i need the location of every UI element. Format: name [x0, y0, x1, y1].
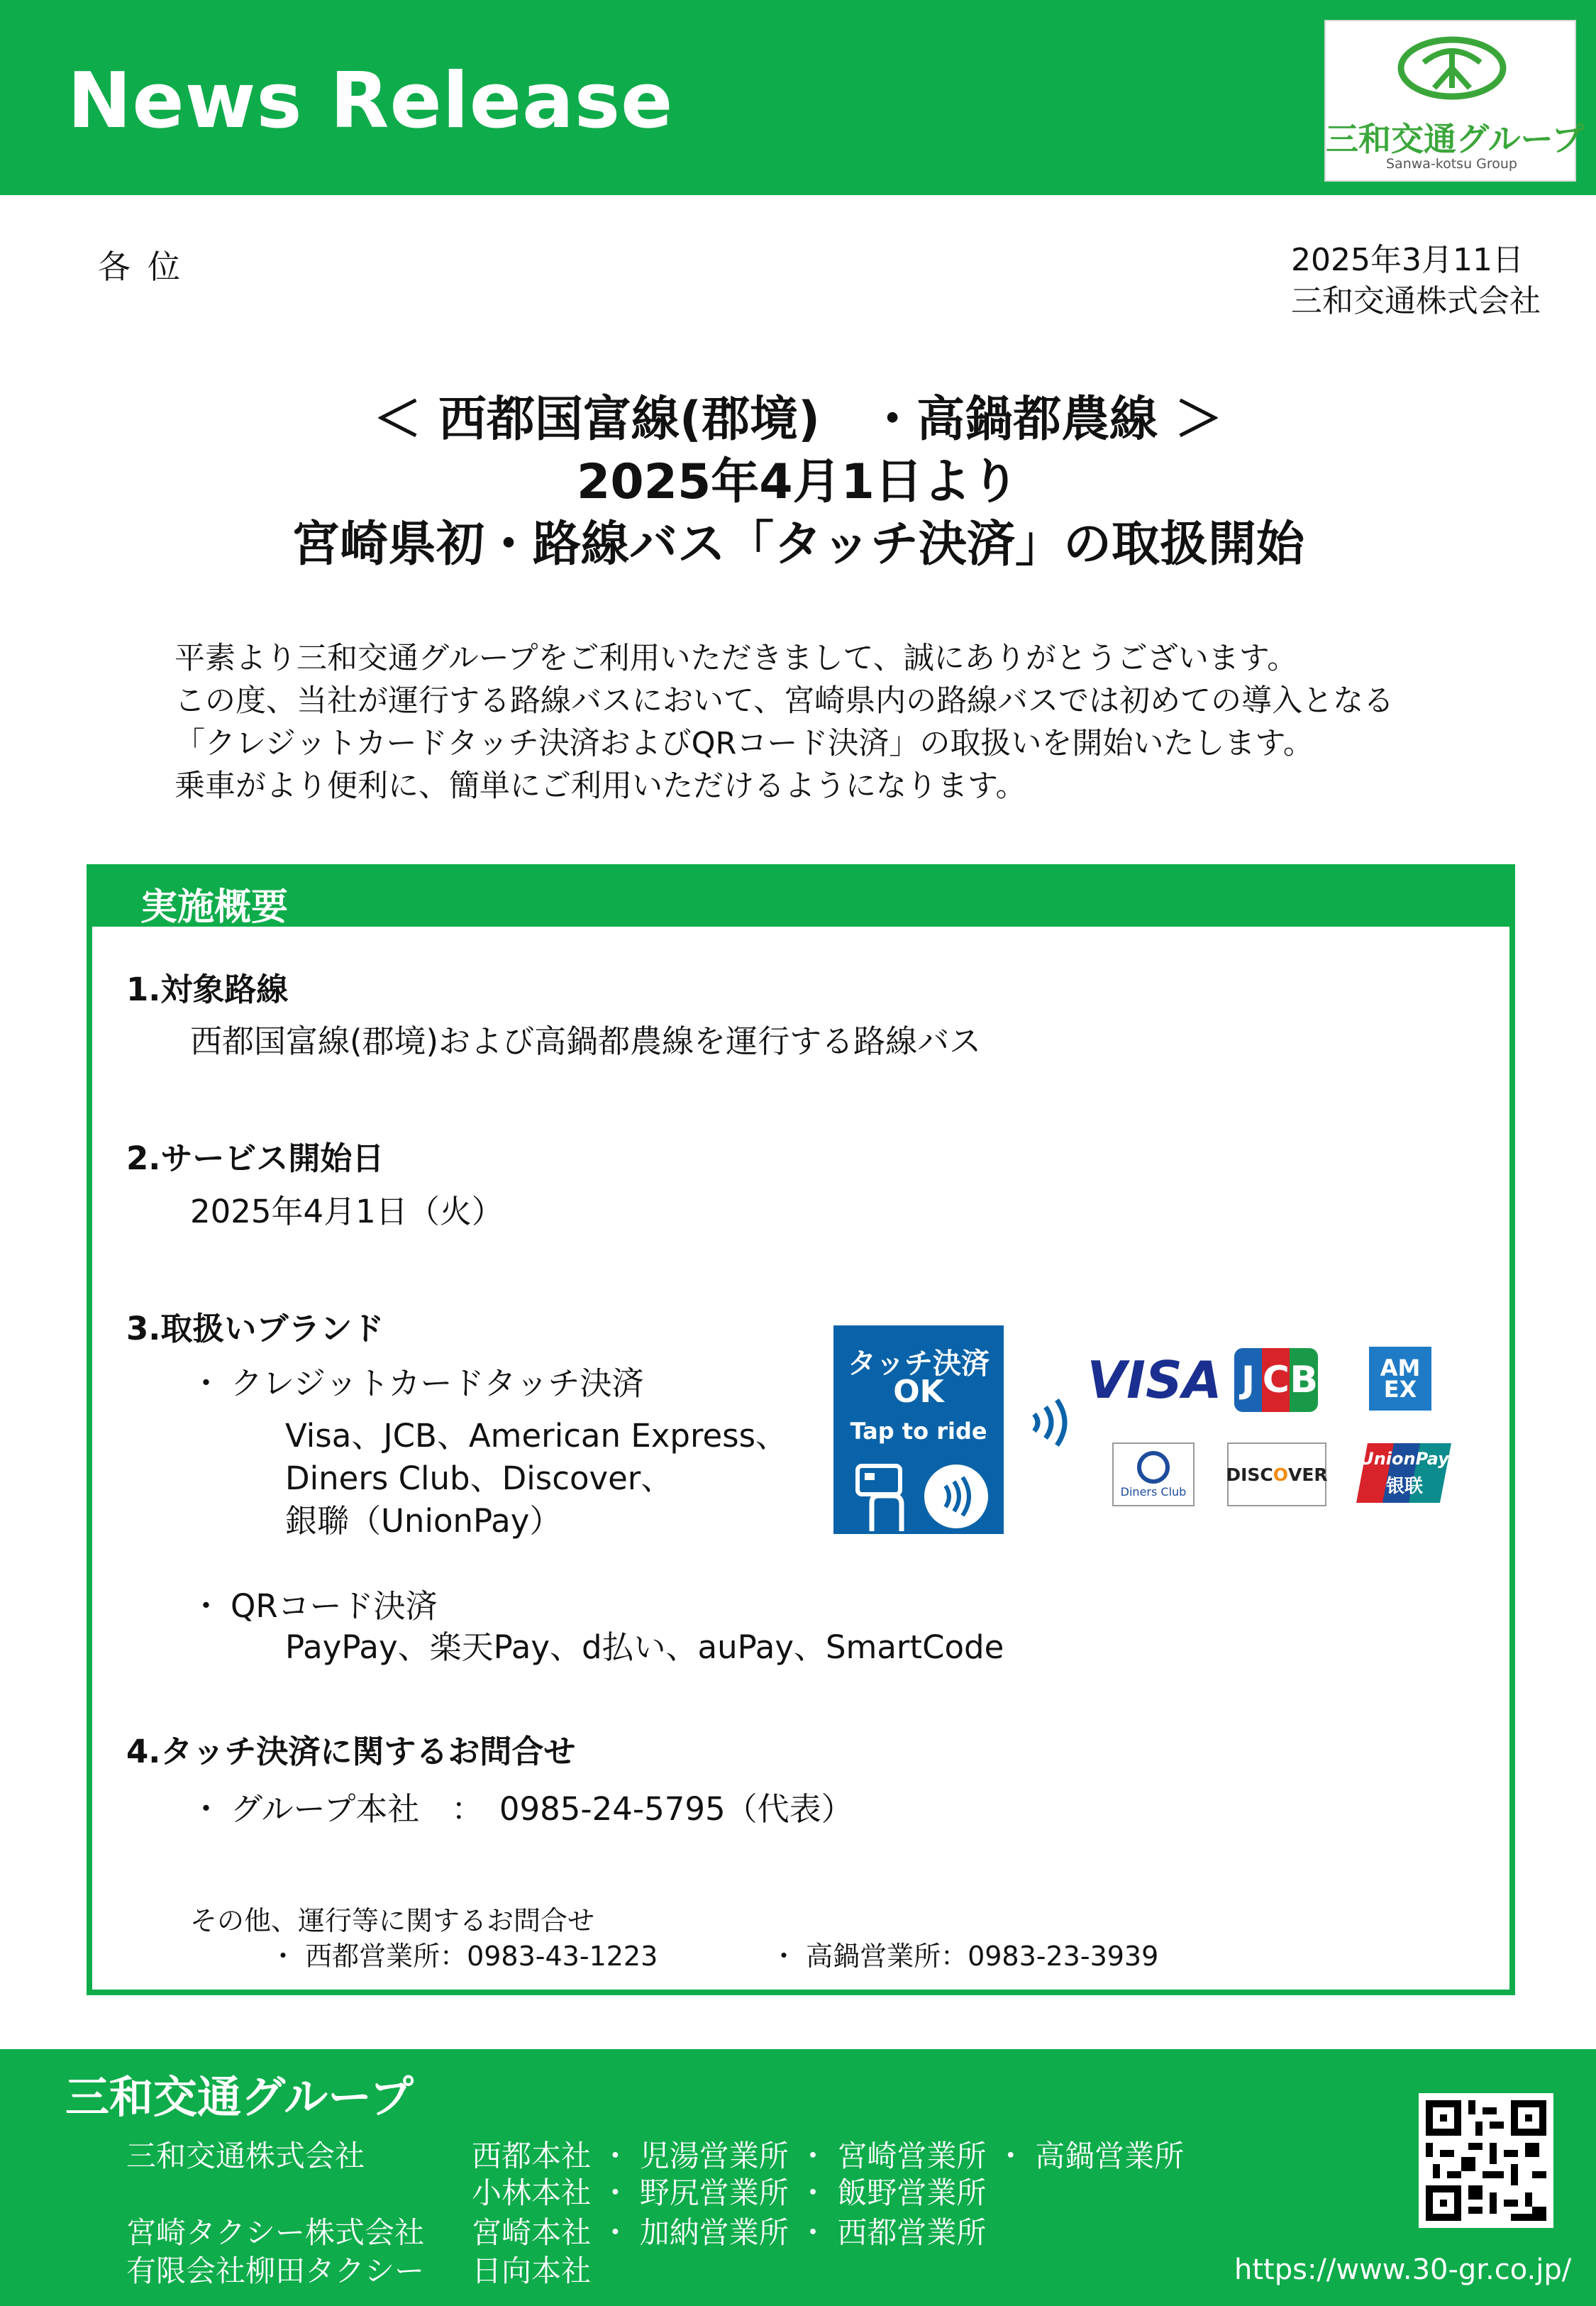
intro-line: 平素より三和交通グループをご利用いただきまして、誠にありがとうございます。: [174, 641, 1298, 676]
intro-line: 「クレジットカードタッチ決済およびQRコード決済」の取扱いを開始いたします。: [174, 726, 1314, 761]
footer-company: 三和交通株式会社: [126, 2139, 365, 2173]
overview-tab: [92, 870, 1509, 927]
logo-text: 三和交通グループ: [1326, 120, 1585, 158]
jcb-letter: J: [1234, 1348, 1262, 1412]
header-banner: [0, 0, 1596, 195]
jcb-letter: B: [1290, 1348, 1318, 1412]
issuing-company: 三和交通株式会社: [1291, 283, 1541, 319]
amex-logo: [1369, 1347, 1431, 1411]
tap-sign-ok: OK: [893, 1374, 944, 1410]
footer-offices: 日向本社: [472, 2253, 592, 2288]
tap-sign-english: Tap to ride: [850, 1418, 987, 1445]
discover-text: VER: [1288, 1464, 1328, 1485]
bullet: ・: [190, 1364, 223, 1402]
footer-offices: 小林本社 ・ 野尻営業所 ・ 飯野営業所: [472, 2175, 987, 2210]
other-contact-label: その他、運行等に関するお問合せ: [190, 1905, 595, 1936]
qr-payment-label: QRコード決済: [231, 1587, 438, 1625]
section-4-heading: 4.タッチ決済に関するお問合せ: [126, 1733, 576, 1770]
discover-text: DISC: [1226, 1464, 1273, 1485]
headline: [0, 389, 1596, 576]
logo-subtext: Sanwa-kotsu Group: [1385, 156, 1517, 172]
page-title: News Release: [67, 57, 674, 145]
diners-text: Diners Club: [1120, 1484, 1187, 1499]
footer-offices: 西都本社 ・ 児湯営業所 ・ 宮崎営業所 ・ 高鍋営業所: [472, 2139, 1185, 2173]
section-3-heading: 3.取扱いブランド: [126, 1310, 384, 1347]
tap-to-ride-sign: [833, 1325, 1004, 1534]
discover-logo: [1227, 1442, 1326, 1506]
unionpay-logo: [1355, 1440, 1454, 1506]
tap-sign-text: タッチ決済: [848, 1347, 990, 1380]
takanabe-office-contact: ・ 高鍋営業所：0983-23-3939: [770, 1941, 1159, 1972]
credit-touch-label: クレジットカードタッチ決済: [231, 1364, 644, 1402]
unionpay-cn-text: 银联: [1385, 1476, 1423, 1497]
amex-text: EX: [1383, 1376, 1417, 1403]
section-1-heading: 1.対象路線: [126, 971, 289, 1008]
intro-line: この度、当社が運行する路線バスにおいて、宮崎県内の路線バスでは初めての導入となる: [174, 683, 1395, 719]
qr-brands: PayPay、楽天Pay、d払い、auPay、SmartCode: [285, 1628, 1004, 1666]
visa-logo: VISA: [1087, 1350, 1222, 1410]
footer-company: 宮崎タクシー株式会社: [126, 2215, 425, 2250]
qr-code[interactable]: [1419, 2093, 1553, 2228]
sanwa-logo-icon: [1395, 33, 1509, 104]
intro-line: 乗車がより便利に、簡単にご利用いただけるようになります。: [174, 768, 1026, 804]
contactless-waves-icon: [1027, 1394, 1077, 1451]
website-url[interactable]: https://www.30-gr.co.jp/: [1234, 2253, 1572, 2286]
section-2-heading: 2.サービス開始日: [126, 1140, 384, 1177]
contactless-circle: [924, 1464, 988, 1528]
section-2-text: 2025年4月1日（火）: [190, 1193, 504, 1230]
footer-offices: 宮崎本社 ・ 加納営業所 ・ 西都営業所: [472, 2215, 987, 2250]
hand-card-icon: [850, 1460, 929, 1531]
jcb-letter: C: [1262, 1348, 1290, 1412]
credit-brands-line: 銀聯（UnionPay）: [285, 1502, 562, 1540]
contact-phone: グループ本社 ： 0985-24-5795（代表）: [231, 1790, 853, 1828]
release-date: 2025年3月11日: [1291, 242, 1524, 278]
diners-ring-icon: [1137, 1451, 1170, 1484]
addressee: 各位: [98, 248, 197, 286]
footer-brand: 三和交通グループ: [65, 2071, 414, 2123]
footer: [0, 2049, 1596, 2306]
diners-club-logo: [1112, 1442, 1195, 1506]
section-1-text: 西都国富線(郡境)および高鍋都農線を運行する路線バス: [190, 1022, 982, 1060]
headline-line-2: 2025年4月1日より: [577, 454, 1019, 510]
amex-text: AM: [1380, 1355, 1421, 1381]
qr-code-icon: [1426, 2100, 1546, 2221]
contactless-icon: [924, 1464, 988, 1528]
release-meta: [1291, 240, 1541, 322]
unionpay-text: UnionPay: [1360, 1449, 1449, 1469]
credit-brands-line: Visa、JCB、American Express、: [285, 1417, 788, 1455]
headline-line-3: 宮崎県初・路線バス「タッチ決済」の取扱開始: [291, 517, 1304, 573]
footer-company: 有限会社柳田タクシー: [126, 2253, 425, 2288]
jcb-logo: [1234, 1348, 1318, 1412]
saito-office-contact: ・ 西都営業所：0983-43-1223: [270, 1941, 658, 1972]
intro-paragraph: [174, 637, 1394, 807]
discover-o: O: [1273, 1464, 1288, 1485]
bullet: ・: [190, 1790, 223, 1828]
credit-brands: [285, 1415, 787, 1543]
overview-tab-label: 実施概要: [140, 886, 289, 929]
headline-line-1: ＜ 西都国富線(郡境) ・高鍋都農線 ＞: [373, 392, 1223, 448]
company-logo: [1324, 20, 1585, 182]
bullet: ・: [190, 1587, 223, 1625]
credit-brands-line: Diners Club、Discover、: [285, 1460, 673, 1497]
